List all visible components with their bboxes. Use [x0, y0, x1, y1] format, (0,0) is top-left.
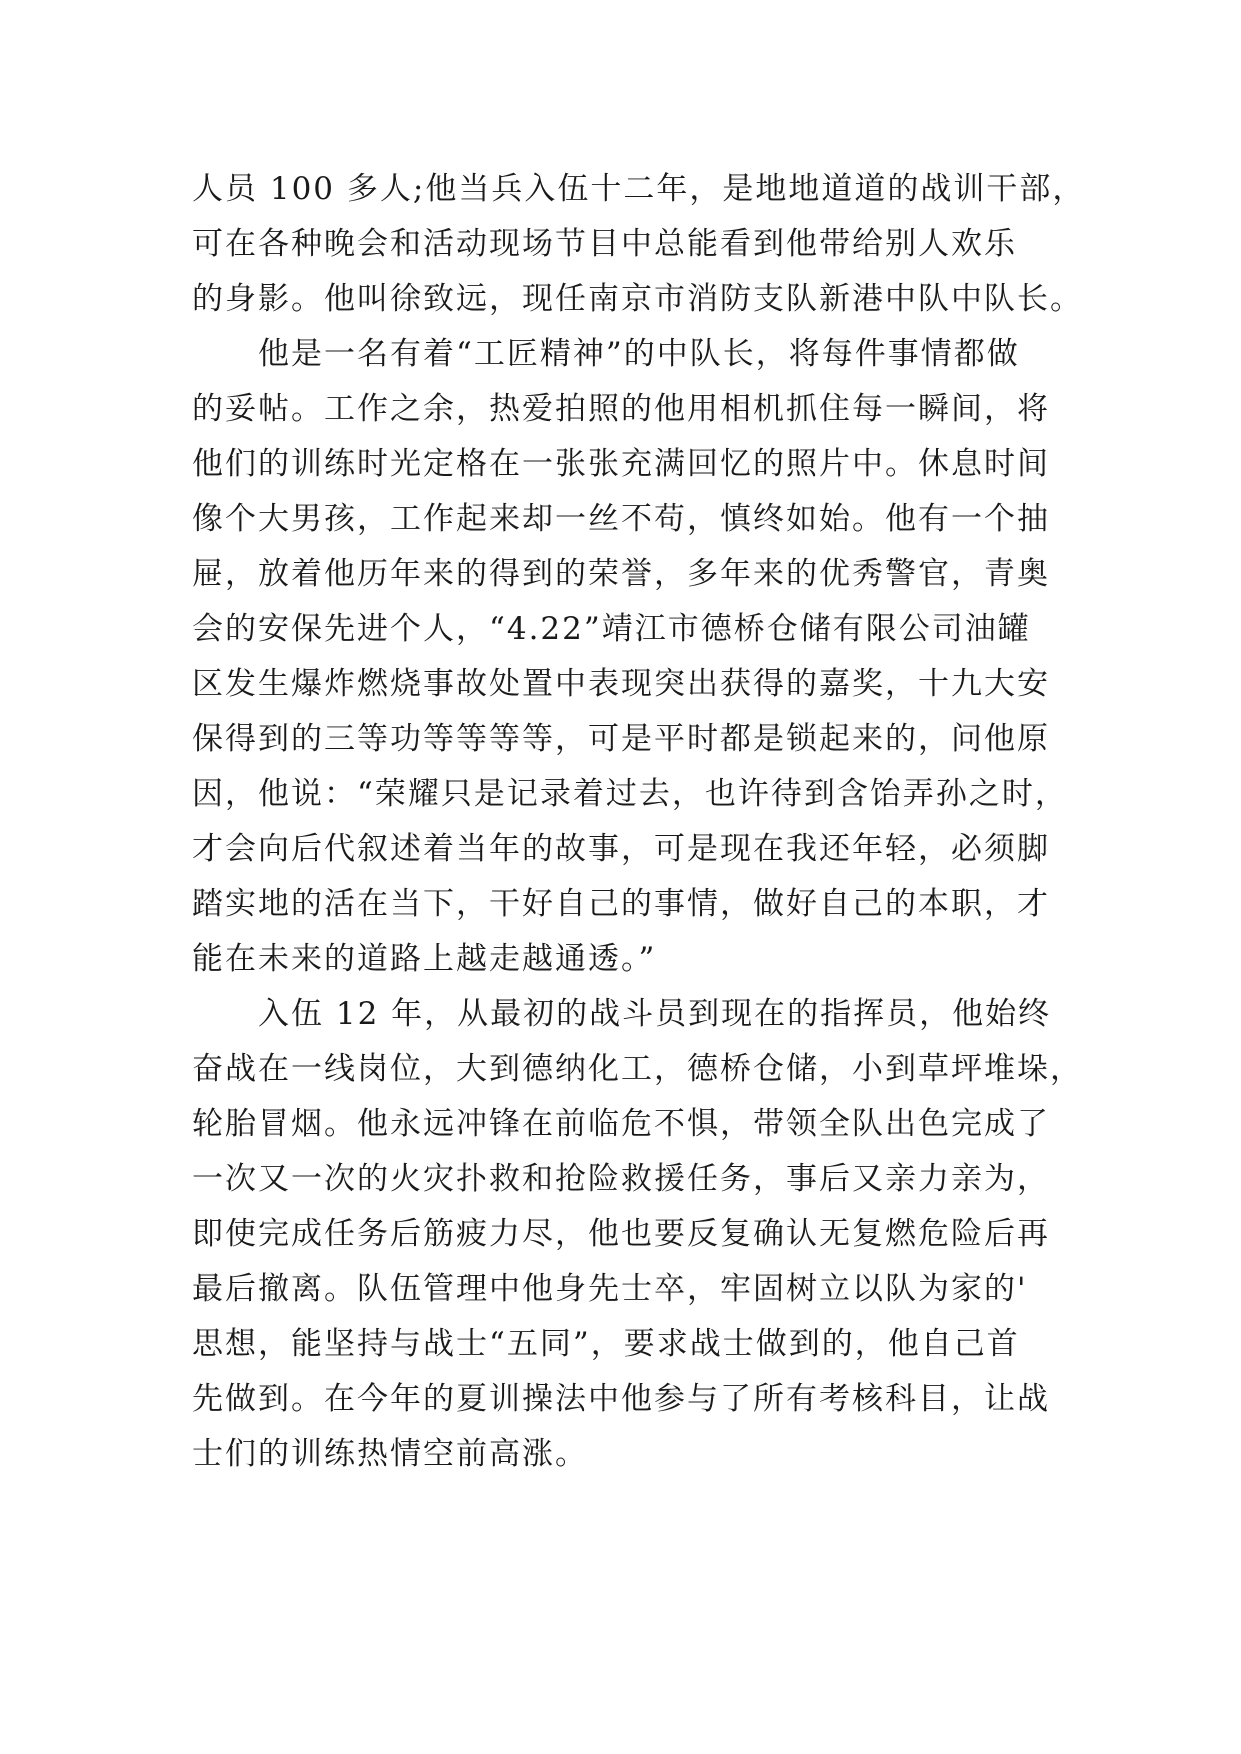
- text-line: 他是一名有着“工匠精神”的中队长，将每件事情都做: [192, 336, 1020, 372]
- text-line: 可在各种晚会和活动现场节目中总能看到他带给别人欢乐: [192, 226, 1017, 262]
- text-line: 屉，放着他历年来的得到的荣誉，多年来的优秀警官，青奥: [192, 556, 1050, 592]
- text-line: 士们的训练热情空前高涨。: [192, 1436, 588, 1472]
- text-line: 入伍 12 年，从最初的战斗员到现在的指挥员，他始终: [192, 996, 1052, 1032]
- body-text: [192, 162, 1092, 1482]
- text-line: 的身影。他叫徐致远，现任南京市消防支队新港中队中队长。: [192, 281, 1083, 317]
- text-line: 的妥帖。工作之余，热爱拍照的他用相机抓住每一瞬间，将: [192, 391, 1050, 427]
- text-line: 区发生爆炸燃烧事故处置中表现突出获得的嘉奖，十九大安: [192, 666, 1050, 702]
- text-line: 思想，能坚持与战士“五同”，要求战士做到的，他自己首: [192, 1326, 1020, 1362]
- text-line: 保得到的三等功等等等等，可是平时都是锁起来的，问他原: [192, 721, 1050, 757]
- text-line: 人员 100 多人;他当兵入伍十二年，是地地道道的战训干部，: [192, 171, 1086, 207]
- text-line: 因，他说：“荣耀只是记录着过去，也许待到含饴弄孙之时，: [192, 776, 1068, 812]
- text-line: 能在未来的道路上越走越通透。”: [192, 941, 657, 977]
- text-line: 轮胎冒烟。他永远冲锋在前临危不惧，带领全队出色完成了: [192, 1106, 1050, 1142]
- text-line: 会的安保先进个人，“4.22”靖江市德桥仓储有限公司油罐: [192, 611, 1031, 647]
- text-line: 先做到。在今年的夏训操法中他参与了所有考核科目，让战: [192, 1381, 1050, 1417]
- text-line: 一次又一次的火灾扑救和抢险救援任务，事后又亲力亲为，: [192, 1161, 1050, 1197]
- text-line: 才会向后代叙述着当年的故事，可是现在我还年轻，必须脚: [192, 831, 1050, 867]
- text-line: 最后撤离。队伍管理中他身先士卒，牢固树立以队为家的': [192, 1271, 1028, 1307]
- text-line: 即使完成任务后筋疲力尽，他也要反复确认无复燃危险后再: [192, 1216, 1050, 1252]
- text-line: 踏实地的活在当下，干好自己的事情，做好自己的本职，才: [192, 886, 1050, 922]
- text-line: 像个大男孩，工作起来却一丝不苟，慎终如始。他有一个抽: [192, 501, 1050, 537]
- text-line: 奋战在一线岗位，大到德纳化工，德桥仓储，小到草坪堆垛，: [192, 1051, 1083, 1087]
- text-line: 他们的训练时光定格在一张张充满回忆的照片中。休息时间: [192, 446, 1050, 482]
